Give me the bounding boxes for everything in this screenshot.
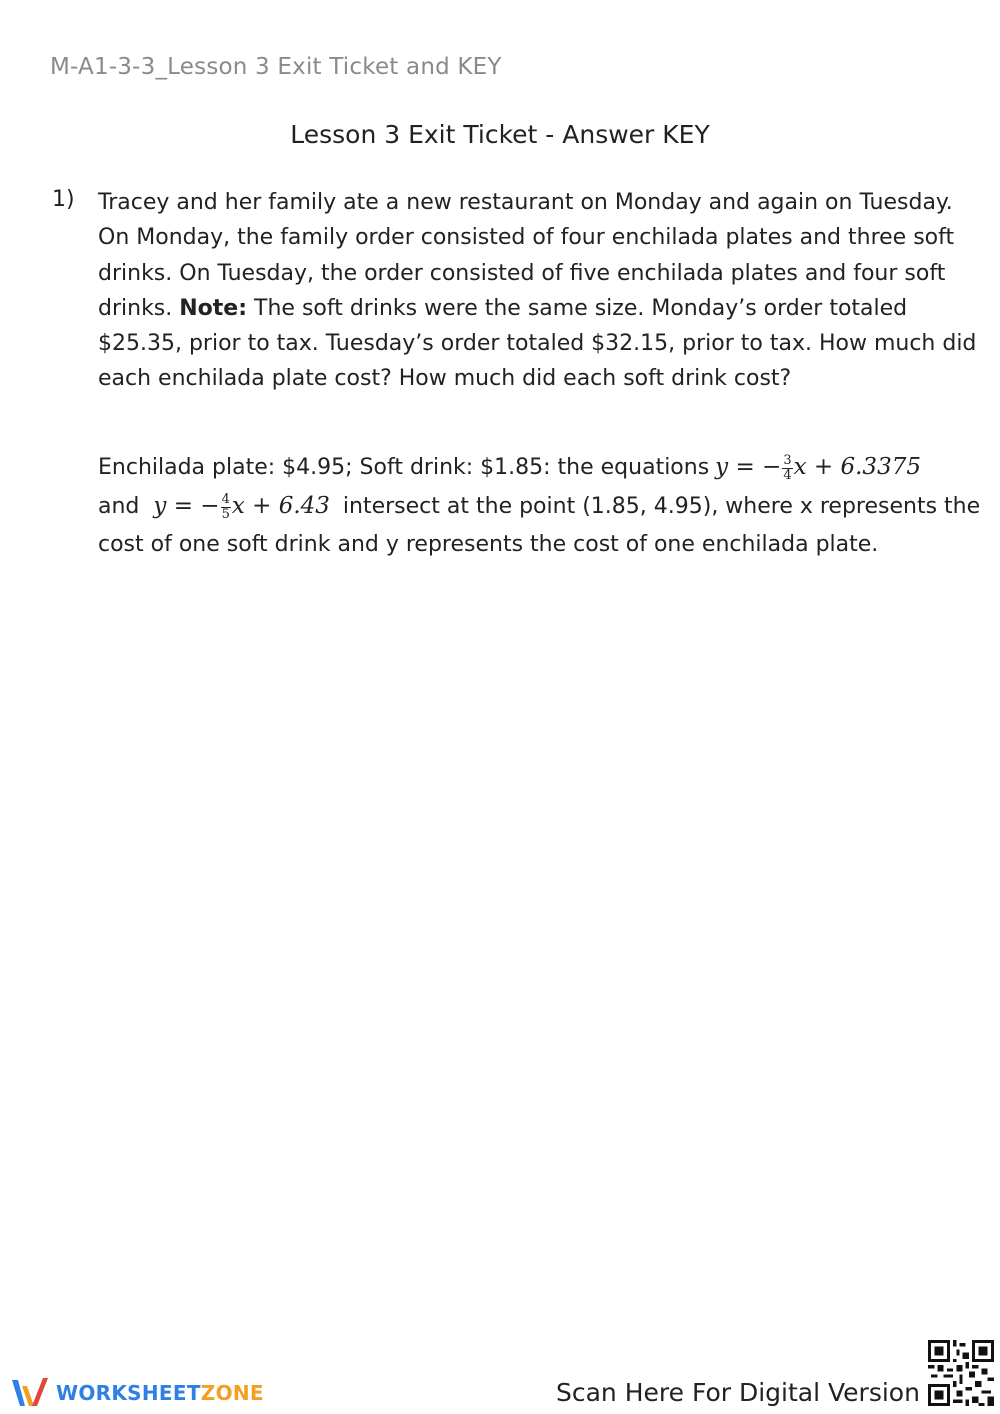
note-label: Note:	[179, 295, 248, 321]
answer-tail: intersect at the point (1.85, 4.95), where x represents the cost of one soft drink and y represents the cost of one enchilada plate.	[98, 494, 981, 557]
qr-code-icon[interactable]	[928, 1340, 994, 1406]
logo-text	[56, 1381, 264, 1405]
equation-1-rhs: x + 6.3375	[793, 454, 921, 480]
answer-block	[98, 448, 988, 564]
equation-1-lhs: y = −	[715, 454, 782, 480]
worksheetzone-logo[interactable]	[10, 1376, 264, 1410]
equation-2	[153, 491, 330, 522]
answer-connector: and	[98, 494, 140, 519]
logo-text-zone: ZONE	[200, 1381, 264, 1405]
scan-caption: Scan Here For Digital Version	[556, 1378, 920, 1407]
answer-lead: Enchilada plate: $4.95; Soft drink: $1.85: the equations	[98, 455, 710, 480]
equation-2-rhs: x + 6.43	[231, 493, 330, 519]
fraction-numerator: 3	[783, 452, 792, 468]
fraction-denominator: 4	[783, 467, 792, 483]
equation-1-fraction	[782, 454, 792, 483]
fraction-denominator: 5	[221, 506, 230, 522]
page-title: Lesson 3 Exit Ticket - Answer KEY	[290, 120, 710, 149]
fraction-numerator: 4	[221, 491, 230, 507]
question-text-part2: The soft drinks were the same size. Monday’s order totaled $25.35, prior to tax. Tuesday’s order totaled $32.15, prior to tax. How much did each enchilada plate cost? How much did each soft drink cost?	[98, 295, 977, 392]
question-text-part1: Tracey and her family ate a new restaurant on Monday and again on Tuesday. On Monday, the family order consisted of four enchilada plates and three soft drinks. On Tuesday, the order consisted of five enchilada plates and four soft drinks.	[98, 190, 955, 321]
w-logo-icon	[10, 1376, 50, 1410]
document-code: M-A1-3-3_Lesson 3 Exit Ticket and KEY	[50, 54, 502, 80]
question-number: 1)	[52, 187, 75, 212]
question-text	[98, 185, 988, 397]
equation-2-lhs: y = −	[153, 493, 220, 519]
equation-1	[715, 452, 921, 483]
logo-text-worksheet: WORKSHEET	[56, 1381, 201, 1405]
equation-2-fraction	[221, 493, 231, 522]
